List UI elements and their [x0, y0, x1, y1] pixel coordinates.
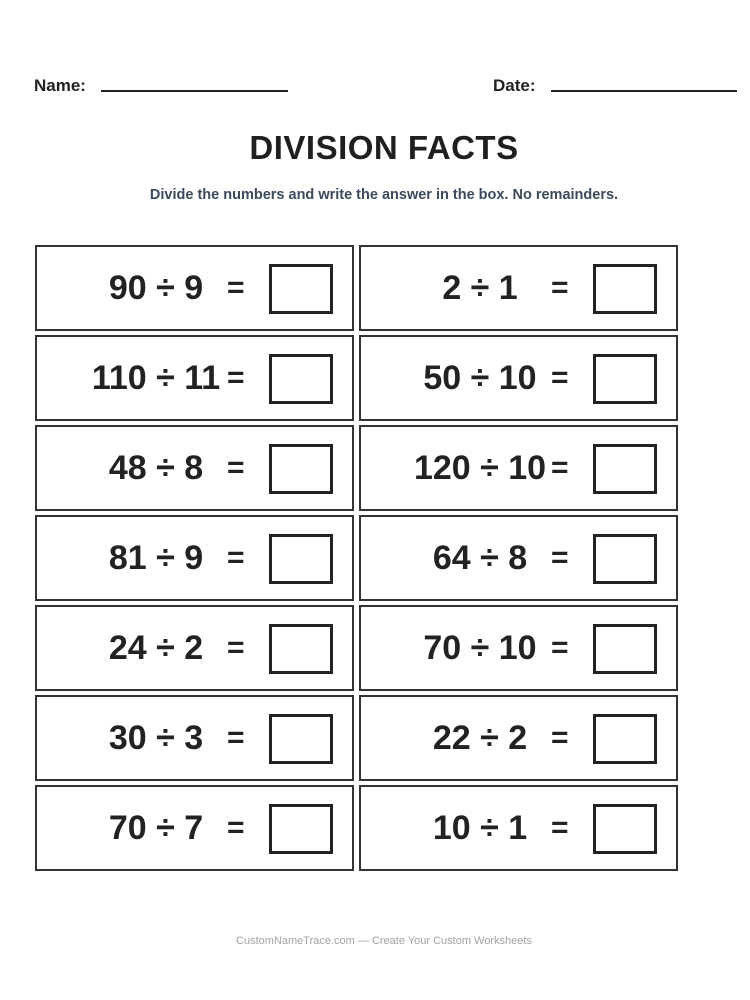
- problem-cell: [35, 785, 354, 871]
- answer-box[interactable]: [593, 804, 657, 854]
- problem-expression: 24 ÷ 2: [108, 629, 204, 667]
- problem-expression: 10 ÷ 1: [432, 809, 528, 847]
- problem-expression: 48 ÷ 8: [108, 449, 204, 487]
- answer-box[interactable]: [269, 714, 333, 764]
- problem-expression: 50 ÷ 10: [423, 359, 537, 397]
- answer-box[interactable]: [593, 534, 657, 584]
- problem-expression: 110 ÷ 11: [91, 359, 221, 397]
- instructions-text: Divide the numbers and write the answer in the box. No remainders.: [149, 187, 619, 203]
- equals-sign: =: [551, 721, 569, 754]
- problem-cell: [359, 425, 678, 511]
- equals-sign: =: [551, 271, 569, 304]
- answer-box[interactable]: [269, 804, 333, 854]
- equals-sign: =: [551, 541, 569, 574]
- problem-cell: [35, 335, 354, 421]
- problem-cell: [35, 425, 354, 511]
- problem-cell: [359, 605, 678, 691]
- problem-expression: 22 ÷ 2: [432, 719, 528, 757]
- problem-expression: 64 ÷ 8: [432, 539, 528, 577]
- equals-sign: =: [227, 271, 245, 304]
- answer-box[interactable]: [269, 624, 333, 674]
- problem-expression: 70 ÷ 7: [108, 809, 204, 847]
- worksheet-title: DIVISION FACTS: [249, 129, 519, 166]
- answer-box[interactable]: [269, 444, 333, 494]
- problem-cell: [359, 515, 678, 601]
- equals-sign: =: [551, 811, 569, 844]
- problem-cell: [359, 335, 678, 421]
- equals-sign: =: [227, 451, 245, 484]
- equals-sign: =: [551, 361, 569, 394]
- equals-sign: =: [551, 631, 569, 664]
- equals-sign: =: [227, 631, 245, 664]
- problem-expression: 2 ÷ 1: [442, 269, 518, 307]
- name-write-line[interactable]: [101, 90, 288, 92]
- answer-box[interactable]: [269, 354, 333, 404]
- equals-sign: =: [227, 721, 245, 754]
- problem-expression: 30 ÷ 3: [108, 719, 204, 757]
- equals-sign: =: [227, 361, 245, 394]
- problem-cell: [35, 605, 354, 691]
- problem-grid: [35, 245, 682, 874]
- answer-box[interactable]: [593, 264, 657, 314]
- answer-box[interactable]: [269, 264, 333, 314]
- date-label: Date:: [493, 76, 536, 95]
- problem-cell: [35, 695, 354, 781]
- equals-sign: =: [227, 541, 245, 574]
- problem-expression: 70 ÷ 10: [423, 629, 537, 667]
- answer-box[interactable]: [593, 624, 657, 674]
- problem-cell: [359, 785, 678, 871]
- header-row: [34, 76, 738, 100]
- answer-box[interactable]: [269, 534, 333, 584]
- problem-cell: [35, 245, 354, 331]
- problem-expression: 90 ÷ 9: [108, 269, 204, 307]
- problem-cell: [359, 695, 678, 781]
- equals-sign: =: [227, 811, 245, 844]
- problem-cell: [35, 515, 354, 601]
- answer-box[interactable]: [593, 444, 657, 494]
- problem-expression: 81 ÷ 9: [108, 539, 204, 577]
- problem-expression: 120 ÷ 10: [413, 449, 547, 487]
- problem-cell: [359, 245, 678, 331]
- footer-credit: CustomNameTrace.com — Create Your Custom Worksheets: [236, 935, 532, 947]
- answer-box[interactable]: [593, 714, 657, 764]
- answer-box[interactable]: [593, 354, 657, 404]
- date-write-line[interactable]: [551, 90, 737, 92]
- equals-sign: =: [551, 451, 569, 484]
- name-label: Name:: [34, 76, 86, 95]
